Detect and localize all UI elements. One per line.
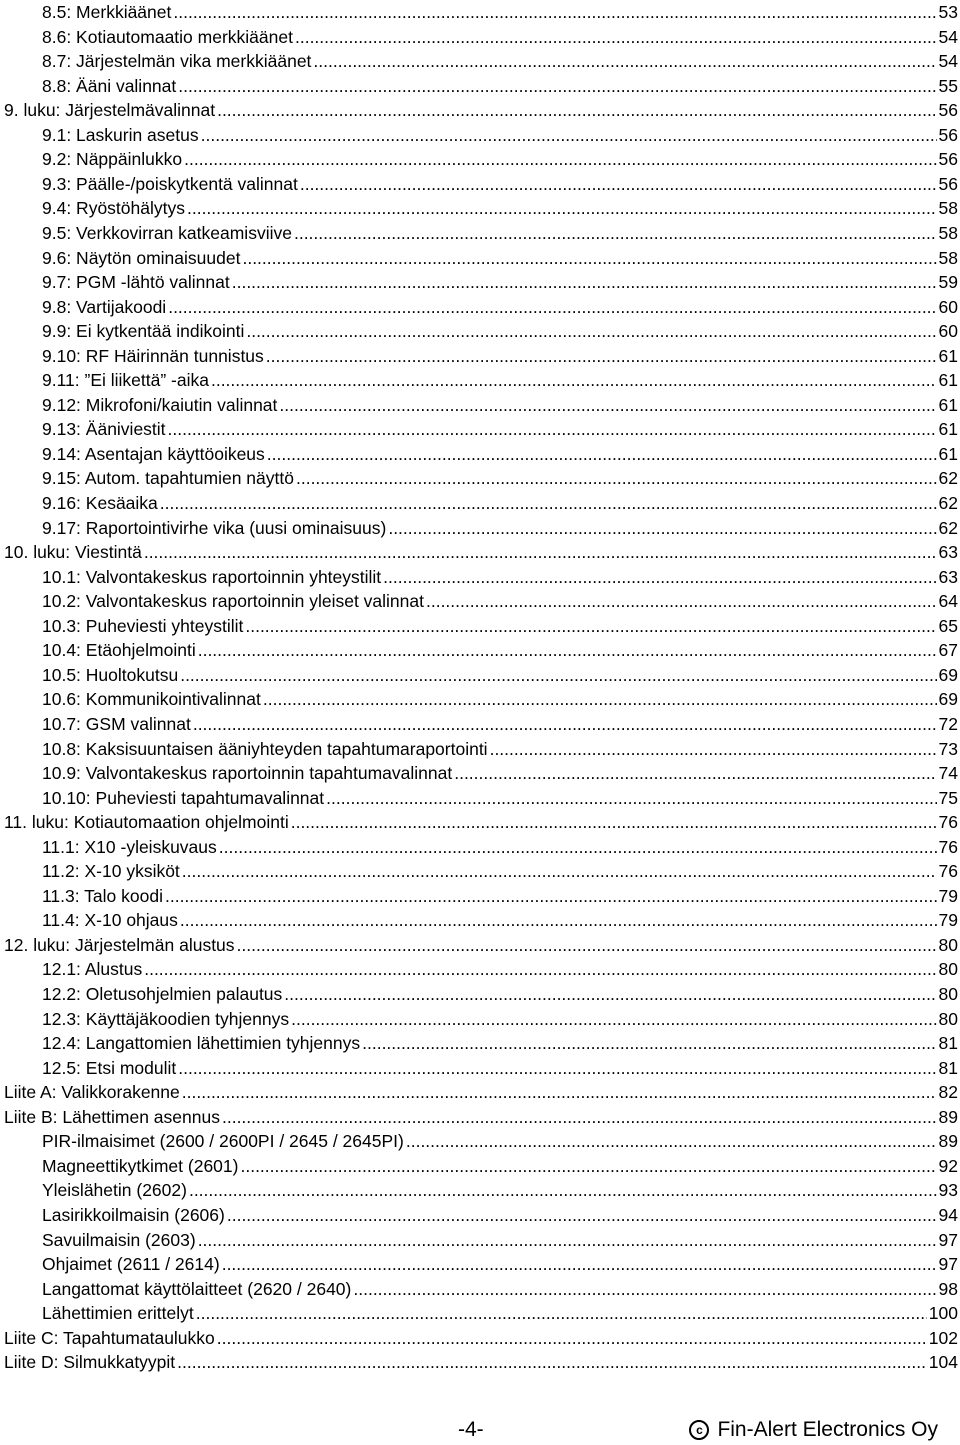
toc-entry-title: Liite A: Valikkorakenne [4, 1082, 180, 1103]
toc-dot-leader [144, 540, 937, 564]
toc-entry-title: 12. luku: Järjestelmän alustus [4, 934, 235, 955]
toc-entry-title: Liite C: Tapahtumataulukko [4, 1327, 215, 1348]
toc-entry[interactable] [0, 442, 960, 466]
toc-entry[interactable] [0, 638, 960, 662]
toc-entry-title: 12.1: Alustus [42, 959, 143, 980]
toc-entry[interactable] [0, 859, 960, 883]
toc-entry-title: Liite D: Silmukkatyypit [4, 1352, 176, 1373]
toc-entry-page: 98 [938, 1278, 958, 1299]
toc-entry-page: 94 [938, 1204, 958, 1225]
toc-dot-leader [165, 884, 937, 908]
toc-entry-page: 73 [938, 738, 958, 759]
toc-entry[interactable] [0, 491, 960, 515]
toc-entry-page: 56 [938, 149, 958, 170]
toc-entry-page: 54 [938, 26, 958, 47]
toc-entry-title: 12.2: Oletusohjelmien palautus [42, 984, 283, 1004]
toc-dot-leader [198, 1228, 937, 1252]
toc-entry-page: 63 [938, 566, 958, 587]
toc-dot-leader [245, 614, 936, 638]
toc-entry[interactable] [0, 344, 960, 368]
toc-entry-title: 9.17: Raportointivirhe vika (uusi ominaisuus) [42, 517, 387, 538]
toc-entry[interactable] [0, 1129, 960, 1153]
toc-entry[interactable] [0, 786, 960, 810]
toc-entry-page: 100 [928, 1303, 958, 1324]
toc-entry-page: 61 [938, 443, 958, 464]
toc-dot-leader [383, 565, 936, 589]
toc-entry[interactable] [0, 957, 960, 981]
toc-entry[interactable] [0, 417, 960, 441]
toc-dot-leader [189, 1178, 937, 1202]
toc-entry-page: 60 [938, 296, 958, 317]
toc-dot-leader [490, 737, 937, 761]
toc-entry-title: 9.14: Asentajan käyttöoikeus [42, 443, 265, 464]
toc-entry-title: 9.5: Verkkovirran katkeamisviive [42, 222, 292, 243]
toc-entry-title: 9.6: Näytön ominaisuudet [42, 247, 241, 268]
toc-entry-page: 67 [938, 640, 958, 661]
toc-dot-leader [362, 1031, 936, 1055]
toc-entry-title: 9.10: RF Häirinnän tunnistus [42, 345, 264, 366]
toc-dot-leader [219, 835, 937, 859]
toc-entry-page: 104 [928, 1352, 958, 1373]
toc-entry-title: 10.6: Kommunikointivalinnat [42, 689, 261, 710]
toc-entry[interactable] [0, 884, 960, 908]
toc-dot-leader [294, 221, 937, 245]
toc-entry[interactable] [0, 908, 960, 932]
toc-entry[interactable] [0, 1007, 960, 1031]
toc-dot-leader [180, 663, 936, 687]
toc-entry-title: Liite B: Lähettimen asennus [4, 1106, 220, 1127]
toc-entry-title: 9.11: ”Ei liikettä” -aika [42, 370, 209, 391]
toc-entry-page: 53 [938, 2, 958, 22]
toc-entry-title: 10. luku: Viestintä [4, 542, 142, 563]
toc-entry-page: 56 [938, 124, 958, 145]
toc-dot-leader [240, 1154, 936, 1178]
toc-dot-leader [193, 712, 937, 736]
toc-entry-title: 10.2: Valvontakeskus raportoinnin yleiset valinnat [42, 591, 424, 612]
toc-dot-leader [187, 196, 937, 220]
toc-entry[interactable] [0, 835, 960, 859]
toc-entry[interactable] [0, 1228, 960, 1252]
toc-entry-title: Magneettikytkimet (2601) [42, 1155, 239, 1176]
toc-entry-page: 58 [938, 198, 958, 219]
toc-entry-page: 92 [938, 1155, 958, 1176]
toc-entry[interactable] [0, 663, 960, 687]
toc-dot-leader [217, 98, 936, 122]
toc-dot-leader [295, 25, 937, 49]
toc-dot-leader [168, 417, 937, 441]
toc-dot-leader [296, 466, 937, 490]
toc-entry-title: 9.2: Näppäinlukko [42, 149, 183, 170]
toc-entry-page: 80 [938, 1008, 958, 1029]
toc-entry-page: 59 [938, 272, 958, 293]
toc-entry-title: Langattomat käyttölaitteet (2620 / 2640) [42, 1278, 352, 1299]
toc-entry-title: 11.1: X10 -yleiskuvaus [42, 836, 217, 857]
toc-entry-title: 8.5: Merkkiäänet [42, 2, 172, 22]
toc-dot-leader [232, 270, 937, 294]
toc-entry-page: 81 [938, 1033, 958, 1054]
toc-entry-title: 10.9: Valvontakeskus raportoinnin tapahtumavalinnat [42, 763, 453, 784]
toc-entry[interactable] [0, 687, 960, 711]
toc-entry[interactable] [0, 1154, 960, 1178]
toc-entry-title: 11. luku: Kotiautomaation ohjelmointi [4, 812, 289, 833]
toc-entry-title: 10.10: Puheviesti tapahtumavalinnat [42, 787, 325, 808]
toc-entry-title: 9.9: Ei kytkentää indikointi [42, 321, 245, 342]
toc-entry[interactable] [0, 589, 960, 613]
toc-entry-page: 80 [938, 934, 958, 955]
toc-dot-leader [291, 810, 937, 834]
toc-entry[interactable] [0, 810, 960, 834]
toc-entry-title: 10.5: Huoltokutsu [42, 664, 179, 685]
toc-dot-leader [196, 1301, 927, 1325]
toc-entry-title: 10.8: Kaksisuuntaisen ääniyhteyden tapahtumaraportointi [42, 738, 488, 759]
toc-dot-leader [178, 74, 936, 98]
toc-entry[interactable] [0, 1203, 960, 1227]
toc-dot-leader [177, 1350, 927, 1374]
toc-dot-leader [388, 516, 936, 540]
toc-entry[interactable] [0, 1178, 960, 1202]
toc-entry-page: 64 [938, 591, 958, 612]
toc-entry-page: 61 [938, 394, 958, 415]
toc-dot-leader [406, 1129, 937, 1153]
toc-entry-title: 8.7: Järjestelmän vika merkkiäänet [42, 51, 312, 72]
toc-entry[interactable] [0, 1301, 960, 1325]
toc-entry-title: PIR-ilmaisimet (2600 / 2600PI / 2645 / 2645PI) [42, 1131, 404, 1152]
toc-entry-page: 62 [938, 493, 958, 513]
copyright-notice [689, 1416, 938, 1444]
toc-dot-leader [144, 957, 936, 981]
toc-entry-page: 58 [938, 222, 958, 243]
toc-entry[interactable] [0, 737, 960, 761]
toc-dot-leader [182, 1080, 937, 1104]
toc-entry[interactable] [0, 516, 960, 540]
toc-entry[interactable] [0, 147, 960, 171]
toc-entry[interactable] [0, 1252, 960, 1276]
toc-entry[interactable] [0, 196, 960, 220]
toc-entry-title: 9. luku: Järjestelmävalinnat [4, 100, 216, 121]
toc-entry-title: 12.4: Langattomien lähettimien tyhjennys [42, 1033, 361, 1054]
toc-entry-title: 12.5: Etsi modulit [42, 1057, 177, 1078]
toc-entry-title: Lähettimien erittelyt [42, 1303, 194, 1324]
toc-entry-page: 97 [938, 1254, 958, 1275]
toc-entry-page: 69 [938, 664, 958, 685]
toc-entry-page: 79 [938, 885, 958, 906]
toc-entry[interactable] [0, 1031, 960, 1055]
toc-entry-title: Ohjaimet (2611 / 2614) [42, 1254, 220, 1275]
toc-dot-leader [313, 49, 936, 73]
toc-entry[interactable] [0, 98, 960, 122]
toc-entry-page: 62 [938, 468, 958, 489]
toc-dot-leader [227, 1203, 937, 1227]
toc-dot-leader [242, 246, 936, 270]
page-number: -4- [458, 1418, 484, 1441]
toc-entry-page: 97 [938, 1229, 958, 1250]
toc-entry[interactable] [0, 123, 960, 147]
toc-entry[interactable] [0, 0, 960, 24]
toc-entry-title: 11.3: Talo koodi [42, 885, 163, 906]
toc-entry[interactable] [0, 565, 960, 589]
toc-entry-page: 55 [938, 75, 958, 96]
toc-dot-leader [222, 1252, 937, 1276]
toc-entry-page: 75 [938, 787, 958, 808]
toc-entry-title: Savuilmaisin (2603) [42, 1229, 196, 1250]
toc-entry-title: 9.15: Autom. tapahtumien näyttö [42, 468, 294, 489]
toc-dot-leader [168, 295, 936, 319]
toc-entry-page: 61 [938, 419, 958, 440]
toc-entry-title: 11.2: X-10 yksiköt [42, 861, 180, 882]
toc-entry[interactable] [0, 933, 960, 957]
toc-entry-page: 69 [938, 689, 958, 710]
company-name: Fin-Alert Electronics Oy [717, 1418, 938, 1441]
toc-entry-page: 54 [938, 51, 958, 72]
page-footer [0, 1416, 960, 1444]
toc-entry-title: 10.1: Valvontakeskus raportoinnin yhteystilit [42, 566, 382, 587]
toc-entry[interactable] [0, 295, 960, 319]
toc-entry-title: 9.1: Laskurin asetus [42, 124, 199, 145]
toc-entry[interactable] [0, 1105, 960, 1129]
toc-entry-page: 56 [938, 100, 958, 121]
toc-entry[interactable] [0, 466, 960, 490]
toc-dot-leader [217, 1326, 927, 1350]
toc-dot-leader [426, 589, 937, 613]
toc-entry-page: 102 [928, 1327, 958, 1348]
toc-entry-title: 9.7: PGM -lähtö valinnat [42, 272, 230, 293]
toc-dot-leader [353, 1277, 936, 1301]
toc-entry-page: 63 [938, 542, 958, 563]
toc-entry[interactable] [0, 712, 960, 736]
toc-entry[interactable] [0, 1277, 960, 1301]
copyright-icon: c [689, 1420, 709, 1440]
toc-entry-title: 9.16: Kesäaika [42, 493, 158, 513]
toc-entry-title: 10.3: Puheviesti yhteystilit [42, 615, 244, 636]
toc-entry[interactable] [0, 1350, 960, 1374]
toc-dot-leader [160, 491, 937, 515]
toc-entry-title: 9.13: Ääniviestit [42, 419, 166, 440]
toc-entry[interactable] [0, 74, 960, 98]
toc-entry-title: 11.4: X-10 ohjaus [42, 910, 178, 931]
toc-dot-leader [201, 123, 937, 147]
toc-dot-leader [180, 908, 937, 932]
toc-entry-title: Yleislähetin (2602) [42, 1180, 187, 1201]
toc-entry-page: 65 [938, 615, 958, 636]
toc-entry[interactable] [0, 761, 960, 785]
toc-entry-title: 9.12: Mikrofoni/kaiutin valinnat [42, 394, 278, 415]
toc-dot-leader [326, 786, 936, 810]
toc-entry[interactable] [0, 393, 960, 417]
toc-dot-leader [182, 859, 937, 883]
toc-dot-leader [300, 172, 937, 196]
toc-entry-title: 9.8: Vartijakoodi [42, 296, 167, 317]
toc-entry-page: 93 [938, 1180, 958, 1201]
toc-entry-title: Lasirikkoilmaisin (2606) [42, 1204, 225, 1225]
toc-entry-page: 82 [938, 1082, 958, 1103]
toc-dot-leader [279, 393, 936, 417]
toc-entry-page: 74 [938, 763, 958, 784]
toc-entry-page: 81 [938, 1057, 958, 1078]
toc-entry[interactable] [0, 1080, 960, 1104]
toc-entry-title: 9.3: Päälle-/poiskytkentä valinnat [42, 173, 298, 194]
toc-entry-title: 9.4: Ryöstöhälytys [42, 198, 185, 219]
toc-dot-leader [211, 368, 937, 392]
toc-dot-leader [266, 344, 937, 368]
toc-entry[interactable] [0, 1326, 960, 1350]
toc-entry-page: 58 [938, 247, 958, 268]
toc-dot-leader [198, 638, 937, 662]
toc-entry-page: 61 [938, 345, 958, 366]
toc-entry-title: 8.6: Kotiautomaatio merkkiäänet [42, 26, 293, 47]
toc-entry[interactable] [0, 982, 960, 1006]
toc-entry-page: 62 [938, 517, 958, 538]
toc-dot-leader [237, 933, 937, 957]
toc-entry-page: 80 [938, 959, 958, 980]
toc-dot-leader [222, 1105, 937, 1129]
toc-dot-leader [291, 1007, 936, 1031]
toc-entry[interactable] [0, 221, 960, 245]
toc-entry-title: 8.8: Ääni valinnat [42, 75, 177, 96]
toc-entry[interactable] [0, 246, 960, 270]
toc-entry[interactable] [0, 614, 960, 638]
toc-entry-page: 80 [938, 984, 958, 1004]
toc-entry[interactable] [0, 25, 960, 49]
toc-entry-title: 12.3: Käyttäjäkoodien tyhjennys [42, 1008, 290, 1029]
toc-dot-leader [178, 1056, 936, 1080]
toc-entry-page: 76 [938, 812, 958, 833]
toc-entry-title: 10.4: Etäohjelmointi [42, 640, 196, 661]
toc-dot-leader [246, 319, 936, 343]
toc-dot-leader [263, 687, 937, 711]
toc-dot-leader [173, 0, 936, 24]
toc-entry[interactable] [0, 270, 960, 294]
toc-dot-leader [454, 761, 936, 785]
toc-entry-page: 89 [938, 1106, 958, 1127]
toc-dot-leader [284, 982, 936, 1006]
toc-entry[interactable] [0, 49, 960, 73]
toc-entry[interactable] [0, 1056, 960, 1080]
toc-entry-page: 79 [938, 910, 958, 931]
toc-entry[interactable] [0, 319, 960, 343]
toc-entry-page: 56 [938, 173, 958, 194]
toc-entry-title: 10.7: GSM valinnat [42, 713, 191, 734]
toc-entry-page: 72 [938, 713, 958, 734]
toc-dot-leader [184, 147, 936, 171]
toc-entry[interactable] [0, 172, 960, 196]
toc-entry-page: 61 [938, 370, 958, 391]
toc-entry-page: 60 [938, 321, 958, 342]
toc-entry[interactable] [0, 368, 960, 392]
toc-entry-page: 76 [938, 861, 958, 882]
toc-entry-page: 76 [938, 836, 958, 857]
toc-dot-leader [267, 442, 937, 466]
toc-entry-page: 89 [938, 1131, 958, 1152]
toc-entry[interactable] [0, 540, 960, 564]
